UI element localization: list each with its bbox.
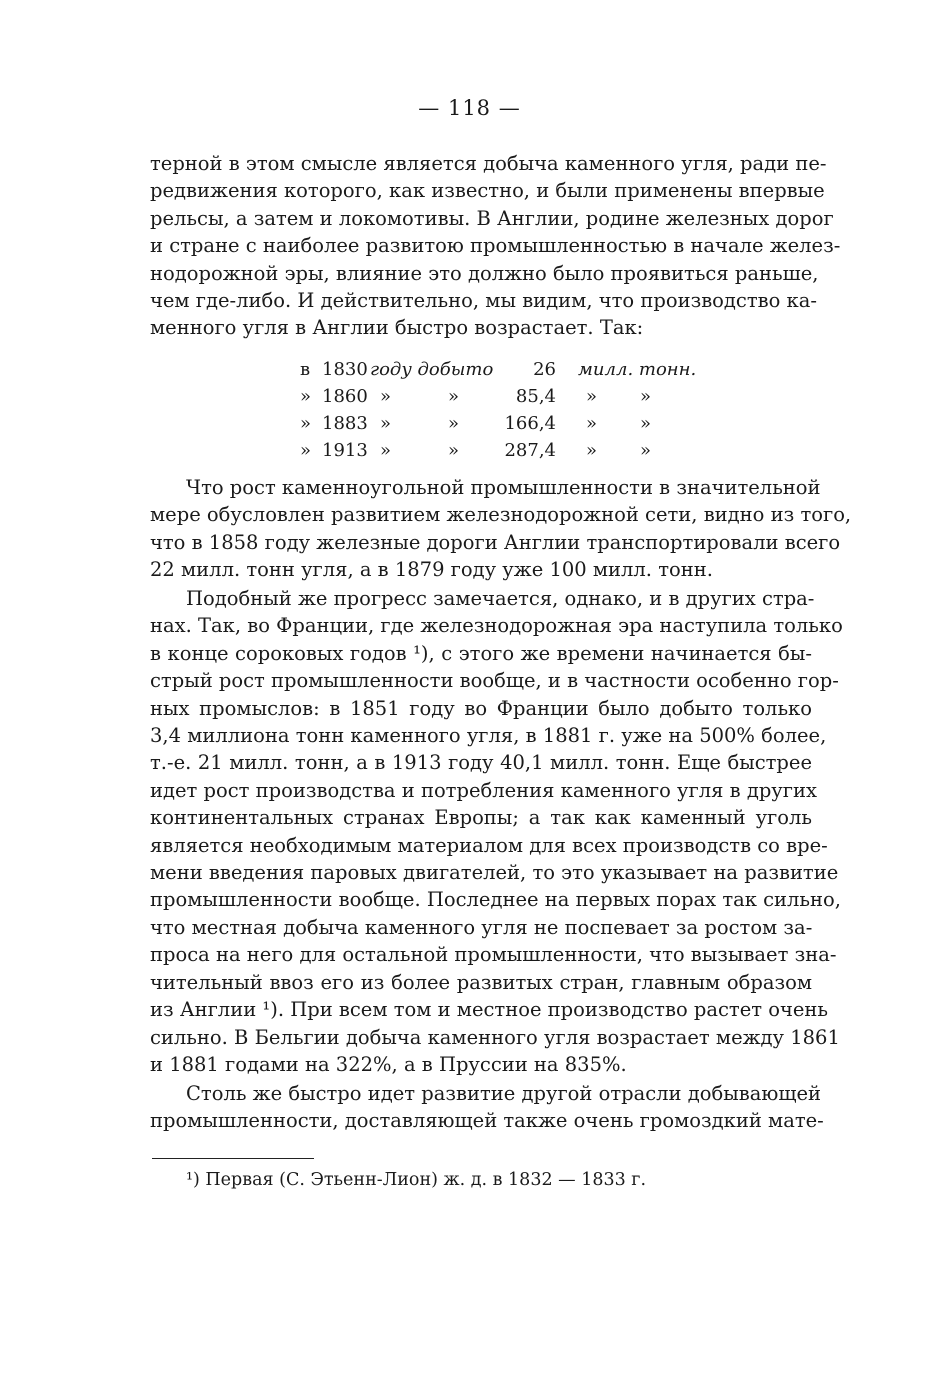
row-year: 1830 (322, 359, 368, 380)
text-line: ных промыслов: в 1851 году во Франции было добыто только (150, 696, 812, 720)
text-line: Столь же быстро идет развитие другой отрасли добывающей (186, 1082, 821, 1105)
text-line: что в 1858 году железные дороги Англии транспортировали всего (150, 530, 841, 554)
ditto-mark: » (640, 413, 652, 434)
ditto-mark: » (586, 413, 598, 434)
row-unit: милл. тонн. (578, 359, 697, 380)
row-year: 1860 (322, 386, 368, 407)
row-prefix: в (300, 359, 311, 380)
row-value: 85,4 (515, 386, 556, 407)
ditto-mark: » (586, 386, 598, 407)
row-prefix: » (300, 413, 312, 434)
text-line: стрый рост промышленности вообще, и в частности особенно гор- (150, 669, 839, 693)
text-line: 22 милл. тонн угля, а в 1879 году уже 100 милл. тонн. (150, 558, 713, 582)
ditto-mark: » (448, 413, 460, 434)
text-line: из Англии ¹). При всем том и местное производство растет очень (150, 998, 829, 1022)
ditto-mark: » (640, 386, 652, 407)
text-line: редвижения которого, как известно, и были применены впервые (150, 179, 825, 203)
text-line: континентальных странах Европы; а так как каменный уголь (150, 806, 812, 830)
ditto-mark: » (380, 386, 392, 407)
row-prefix: » (300, 440, 312, 461)
text-line: Подобный же прогресс замечается, однако, и в других стра- (186, 587, 815, 610)
row-value: 26 (533, 359, 556, 380)
text-line: чительный ввоз его из более развитых стран, главным образом (150, 970, 812, 994)
row-value: 166,4 (504, 413, 556, 434)
ditto-mark: » (586, 440, 598, 461)
ditto-mark: » (448, 440, 460, 461)
paragraph-4 (150, 1080, 824, 1135)
table-row (300, 437, 680, 464)
page-number: — 118 — (418, 96, 521, 120)
paragraph-1 (150, 150, 841, 342)
footnote: ¹) Первая (С. Этьенн-Лион) ж. д. в 1832 — 1833 г. (186, 1170, 647, 1190)
text-line: в конце сороковых годов ¹), с этого же времени начинается бы- (150, 641, 812, 665)
row-label: году добыто (370, 359, 494, 380)
text-line: что местная добыча каменного угля не поспевает за ростом за- (150, 915, 813, 939)
text-line: и стране с наиболее развитою промышленностью в начале желез- (150, 234, 841, 258)
row-year: 1913 (322, 440, 368, 461)
table-row (300, 356, 697, 383)
paragraph-3 (150, 585, 843, 1078)
ditto-mark: » (640, 440, 652, 461)
ditto-mark: » (380, 440, 392, 461)
text-line: промышленности, доставляющей также очень громоздкий мате- (150, 1109, 824, 1133)
row-year: 1883 (322, 413, 368, 434)
footnote-divider (152, 1158, 314, 1159)
text-line: рельсы, а затем и локомотивы. В Англии, родине железных дорог (150, 206, 834, 230)
ditto-mark: » (380, 413, 392, 434)
text-line: проса на него для остальной промышленности, что вызывает зна- (150, 943, 837, 967)
row-prefix: » (300, 386, 312, 407)
text-line: нодорожной эры, влияние это должно было проявиться раньше, (150, 261, 819, 285)
text-line: Что рост каменноугольной промышленности в значительной (186, 476, 821, 499)
text-line: сильно. В Бельгии добыча каменного угля возрастает между 1861 (150, 1025, 840, 1049)
text-line: чем где-либо. И действительно, мы видим, что производство ка- (150, 289, 817, 313)
text-line: мере обусловлен развитием железнодорожной сети, видно из того, (150, 503, 852, 527)
text-line: является необходимым материалом для всех производств со вре- (150, 833, 828, 857)
table-row (300, 410, 680, 437)
text-line: терной в этом смысле является добыча каменного угля, ради пе- (150, 152, 827, 175)
text-line: мени введения паровых двигателей, то это указывает на развитие (150, 861, 839, 885)
ditto-mark: » (448, 386, 460, 407)
text-line: и 1881 годами на 322%, а в Пруссии на 835%. (150, 1052, 627, 1076)
text-line: нах. Так, во Франции, где железнодорожная эра наступила только (150, 614, 843, 638)
coal-production-table (300, 356, 697, 464)
text-line: промышленности вообще. Последнее на первых порах так сильно, (150, 888, 841, 912)
table-row (300, 383, 680, 410)
text-line: идет рост производства и потребления каменного угля в других (150, 778, 817, 802)
text-line: 3,4 миллиона тонн каменного угля, в 1881 г. уже на 500% более, (150, 724, 827, 748)
paragraph-2 (150, 474, 852, 584)
text-line: т.-е. 21 милл. тонн, а в 1913 году 40,1 милл. тонн. Еще быстрее (150, 751, 812, 775)
text-line: менного угля в Англии быстро возрастает. Так: (150, 316, 644, 340)
row-value: 287,4 (504, 440, 556, 461)
